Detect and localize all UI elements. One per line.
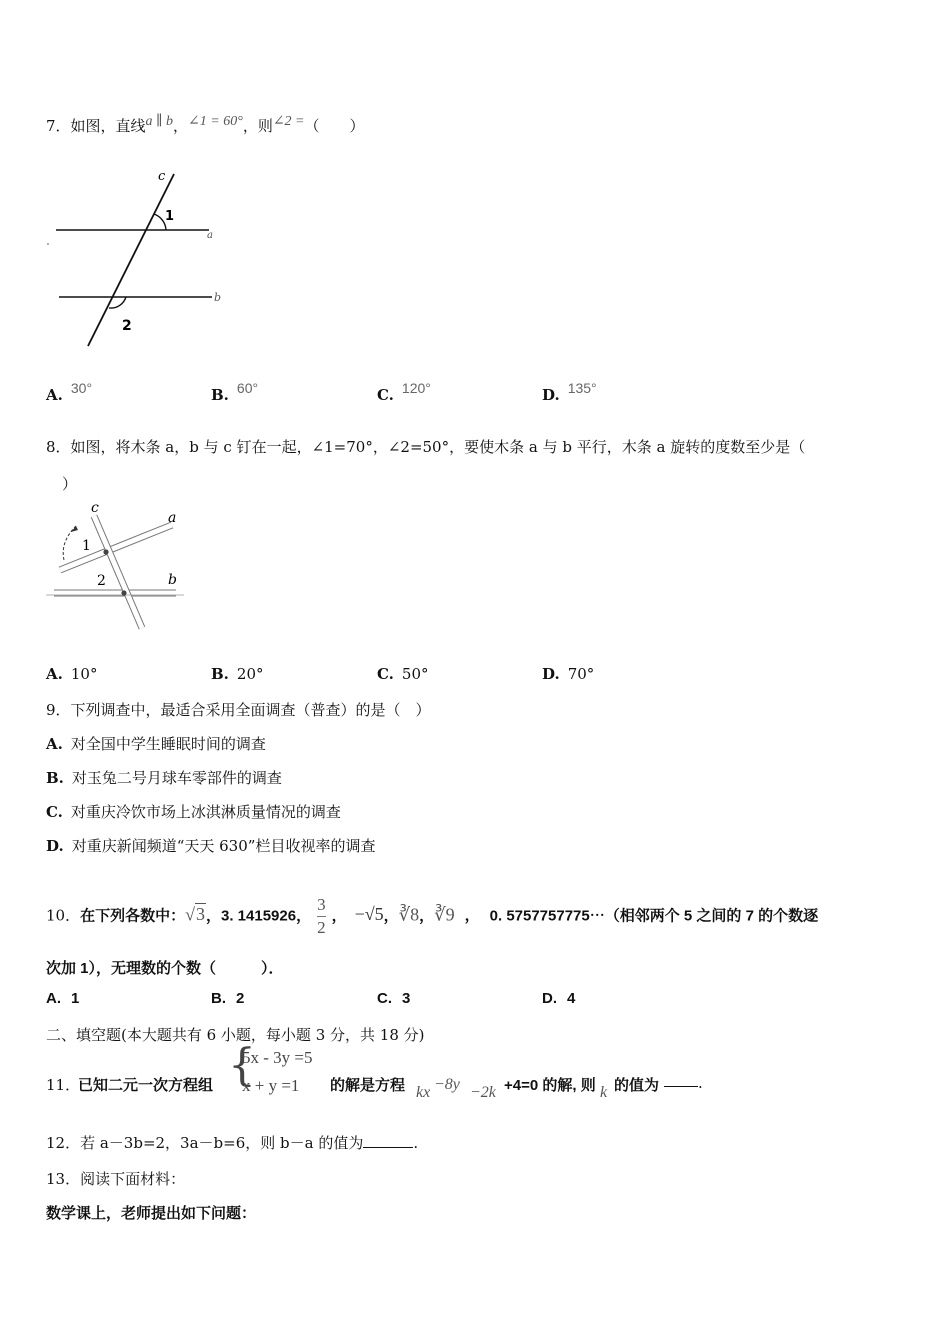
q8-stick-c xyxy=(94,516,142,628)
q7-option-c: C. 120° xyxy=(377,380,431,404)
q8-option-b: B. 20° xyxy=(211,665,264,683)
q10-line1: 10．在下列各数中：√3，3. 1415926， $\frac{3}{2}$ ， −√5，∛8，∛9 ， 0. 5757757775⋯（相邻两个 5 之间的 7 的个数逐 xyxy=(46,895,819,937)
q8-label-c: c xyxy=(91,500,99,516)
q9-option-c: C. 对重庆冷饮市场上冰淇淋质量情况的调查 xyxy=(46,803,341,821)
q7-angle1-expr: ∠1 = 60° xyxy=(188,114,243,129)
q8-stem-line2: ） xyxy=(62,475,78,493)
q8-nail-2 xyxy=(121,590,126,595)
q10-sqrt3: √3 xyxy=(185,904,205,925)
q10-line2: 次加 1），无理数的个数（ ）． xyxy=(46,960,284,977)
q7-label-b: b xyxy=(214,291,222,304)
q8-label-b: b xyxy=(168,572,177,588)
q11-answer-blank[interactable] xyxy=(664,1074,698,1087)
q7-parallel-expr: a ∥ b xyxy=(145,114,174,129)
q10-option-d: D. 4 xyxy=(542,990,576,1007)
q7-label-1: 1 xyxy=(165,209,175,224)
q12-answer-blank[interactable] xyxy=(363,1135,413,1148)
section-2-title: 二、填空题(本大题共有 6 小题，每小题 3 分，共 18 分) xyxy=(46,1026,425,1044)
q8-label-2: 2 xyxy=(97,573,106,589)
q10-option-b: B. 2 xyxy=(211,990,245,1007)
q8-option-c: C. 50° xyxy=(377,665,429,683)
q7-label-a: a xyxy=(207,230,213,241)
q13-stem: 13．阅读下面材料： xyxy=(46,1170,186,1188)
q8-label-1: 1 xyxy=(82,538,91,554)
q8-label-a: a xyxy=(168,510,177,526)
q10-fraction: $\frac{3}{2}$ xyxy=(317,895,326,937)
q10-neg-sqrt5: −√5 xyxy=(354,904,384,925)
q7-angle2-expr: ∠2 = xyxy=(272,114,305,129)
q7-option-b: B. 60° xyxy=(211,380,259,404)
q9-stem: 9．下列调查中，最适合采用全面调查（普查）的是（ ） xyxy=(46,701,431,719)
q7-option-a: A. 30° xyxy=(46,380,93,404)
q9-option-b: B. 对玉兔二号月球车零部件的调查 xyxy=(46,769,282,787)
q8-option-d: D. 70° xyxy=(542,665,595,683)
q10-option-a: A. 1 xyxy=(46,990,80,1007)
q10-cbrt8: ∛8 xyxy=(398,904,420,925)
q7-option-d: D. 135° xyxy=(542,380,597,404)
q9-option-d: D. 对重庆新闻频道“天天 630”栏目收视率的调查 xyxy=(46,837,376,855)
q7-figure xyxy=(44,168,229,350)
q11-eq2: x + y =1 xyxy=(242,1076,300,1095)
q8-stem-line1: 8．如图，将木条 a，b 与 c 钉在一起，∠1=70°，∠2=50°，要使木条 a 与 b 平行，木条 a 旋转的度数至少是（ xyxy=(46,438,806,456)
q10-cbrt9: ∛9 xyxy=(434,904,455,925)
q13-line2: 数学课上，老师提出如下问题： xyxy=(46,1205,257,1222)
q7-label-c: c xyxy=(158,169,166,184)
q8-nail-1 xyxy=(103,549,108,554)
q8-figure xyxy=(44,498,194,634)
q11-eq1: 5x - 3y =5 xyxy=(242,1048,313,1067)
q10-option-c: C. 3 xyxy=(377,990,411,1007)
q12-stem: 12．若 a－3b=2，3a－b=6，则 b－a 的值为 . xyxy=(46,1134,419,1152)
q8-option-a: A. 10° xyxy=(46,665,98,683)
q9-option-a: A. 对全国中学生睡眠时间的调查 xyxy=(46,735,266,753)
q7-stem: 7．如图，直线a ∥ b，∠1 = 60°，则∠2 =（ ） xyxy=(46,114,365,135)
q7-label-2: 2 xyxy=(122,318,132,334)
q11-brace: { xyxy=(228,1040,256,1091)
